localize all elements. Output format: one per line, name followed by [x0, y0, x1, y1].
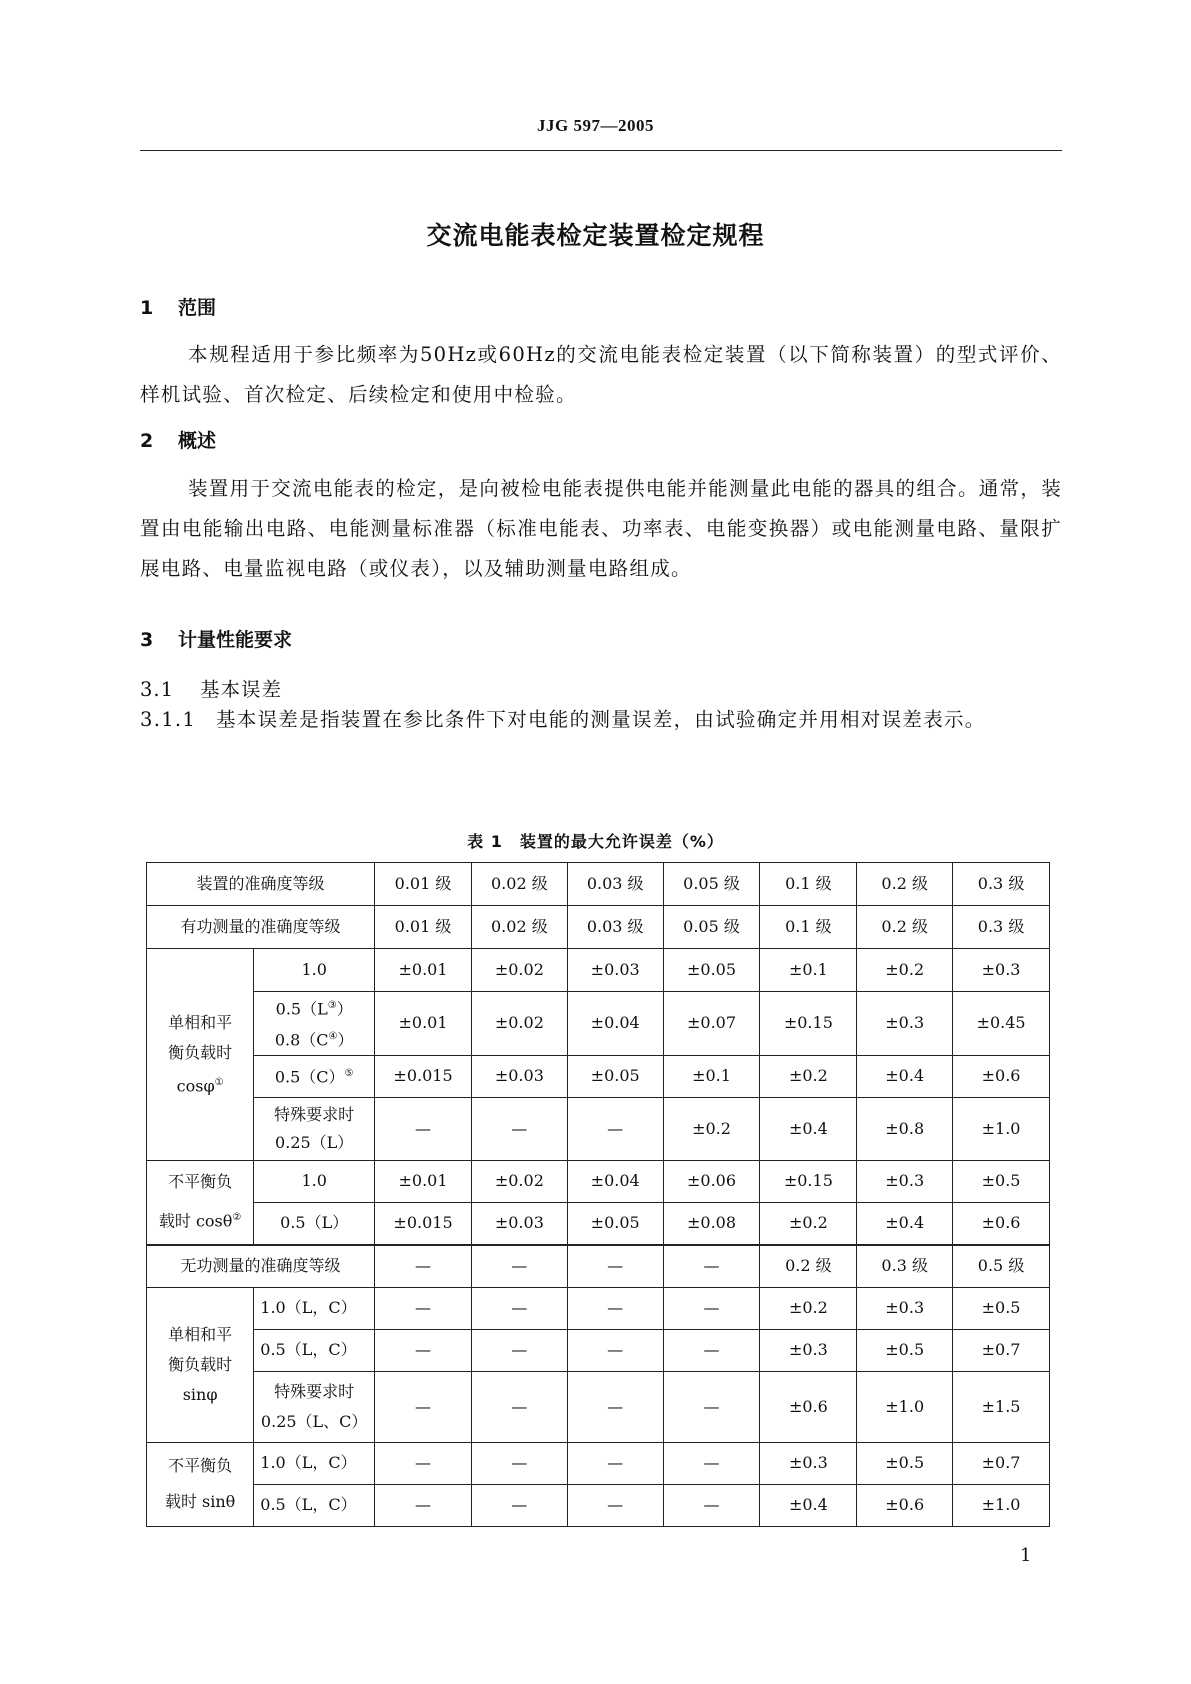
table-cell: ±0.3: [953, 949, 1050, 992]
max-permissible-error-table: [146, 862, 1050, 1527]
table-row: [147, 1055, 1050, 1097]
table-row: [147, 1329, 1050, 1371]
table-header-cell: 0.3 级: [953, 863, 1050, 906]
table-cell: ±0.03: [471, 1202, 567, 1245]
table-cell: —: [471, 1245, 567, 1288]
table-cell: 0.2 级: [857, 906, 953, 949]
table-cell: —: [567, 1442, 663, 1484]
table-cell: ±0.5: [953, 1287, 1050, 1329]
table-cell: ±0.2: [663, 1097, 760, 1160]
table-cell: —: [471, 1287, 567, 1329]
table-cell: 0.03 级: [567, 906, 663, 949]
table-cell: ±0.5: [857, 1329, 953, 1371]
table-cell: ±0.08: [663, 1202, 760, 1245]
table-row: [147, 863, 1050, 906]
table-cell: 0.3 级: [953, 906, 1050, 949]
table-cell: ±0.3: [857, 992, 953, 1056]
table-cell: 0.5 级: [953, 1245, 1050, 1288]
power-factor-cell: 特殊要求时 0.25（L、C）: [254, 1371, 375, 1442]
table-cell: —: [567, 1245, 663, 1288]
table-cell: ±0.15: [760, 992, 857, 1056]
table-cell: —: [375, 1245, 472, 1288]
table-header-cell: 0.2 级: [857, 863, 953, 906]
table-cell: —: [663, 1329, 760, 1371]
power-factor-cell: 1.0（L，C）: [254, 1287, 375, 1329]
table-cell: ±1.5: [953, 1371, 1050, 1442]
section-title: 范围: [178, 297, 217, 319]
table-cell: —: [471, 1484, 567, 1526]
table-header-cell: 0.05 级: [663, 863, 760, 906]
table-header-cell: 有功测量的准确度等级: [147, 906, 375, 949]
table-cell: ±1.0: [953, 1097, 1050, 1160]
power-factor-cell: 特殊要求时 0.25（L）: [254, 1097, 375, 1160]
table-cell: 0.1 级: [760, 906, 857, 949]
overview-paragraph: 装置用于交流电能表的检定，是向被检电能表提供电能并能测量此电能的器具的组合。通常，装置由电能输出电路、电能测量标准器（标准电能表、功率表、电能变换器）或电能测量电路、量限扩展电路、电量监视电路（或仪表），以及辅助测量电路组成。: [140, 477, 1062, 580]
section-number: 3: [140, 629, 154, 651]
table-cell: —: [375, 1287, 472, 1329]
group-label-sinphi: 单相和平 衡负载时 sinφ: [147, 1287, 254, 1442]
table-cell: ±0.7: [953, 1442, 1050, 1484]
table-caption: 表 1 装置的最大允许误差（%）: [467, 832, 724, 851]
header-rule: [140, 150, 1062, 151]
table-cell: ±0.07: [663, 992, 760, 1056]
table-cell: 0.02 级: [471, 906, 567, 949]
table-cell: —: [567, 1329, 663, 1371]
table-header-cell: 0.03 级: [567, 863, 663, 906]
table-cell: —: [471, 1097, 567, 1160]
table-row: [147, 1202, 1050, 1245]
table-cell: ±0.02: [471, 1160, 567, 1202]
table-header-cell: 0.1 级: [760, 863, 857, 906]
table-cell: ±0.05: [567, 1055, 663, 1097]
table-header-cell: 0.01 级: [375, 863, 472, 906]
table-header-cell: 无功测量的准确度等级: [147, 1245, 375, 1288]
table-cell: —: [663, 1371, 760, 1442]
table-cell: ±0.45: [953, 992, 1050, 1056]
table-cell: —: [663, 1245, 760, 1288]
table-cell: ±0.04: [567, 992, 663, 1056]
subsection-number: 3.1: [140, 678, 175, 701]
power-factor-cell: 0.5（C）⑤: [254, 1055, 375, 1097]
table-cell: —: [375, 1329, 472, 1371]
table-cell: 0.2 级: [760, 1245, 857, 1288]
table-row: [147, 906, 1050, 949]
table-row: [147, 1160, 1050, 1202]
table-cell: ±0.015: [375, 1055, 472, 1097]
scope-paragraph: 本规程适用于参比频率为50Hz或60Hz的交流电能表检定装置（以下简称装置）的型式评价、样机试验、首次检定、后续检定和使用中检验。: [140, 343, 1062, 406]
power-factor-cell: 1.0（L，C）: [254, 1442, 375, 1484]
table-header-cell: 装置的准确度等级: [147, 863, 375, 906]
table-row: [147, 1371, 1050, 1442]
page-title: 交流电能表检定装置检定规程: [426, 221, 765, 250]
power-factor-cell: 0.5（L，C）: [254, 1329, 375, 1371]
table-cell: ±0.6: [953, 1202, 1050, 1245]
group-label-costheta: 不平衡负 载时 cosθ②: [147, 1160, 254, 1245]
table-cell: ±0.2: [760, 1055, 857, 1097]
table-row: [147, 1442, 1050, 1484]
table-row: [147, 949, 1050, 992]
power-factor-cell: 0.5（L）: [254, 1202, 375, 1245]
table-cell: —: [471, 1371, 567, 1442]
table-cell: ±1.0: [857, 1371, 953, 1442]
table-cell: ±0.4: [857, 1055, 953, 1097]
subsection-title: 基本误差: [200, 678, 283, 701]
table-cell: ±0.1: [760, 949, 857, 992]
table-cell: —: [567, 1484, 663, 1526]
table-row: [147, 1287, 1050, 1329]
table-cell: ±0.5: [857, 1442, 953, 1484]
table-cell: —: [663, 1287, 760, 1329]
table-cell: —: [663, 1484, 760, 1526]
table-cell: 0.01 级: [375, 906, 472, 949]
group-label-sintheta: 不平衡负 载时 sinθ: [147, 1442, 254, 1526]
subsection-text: 基本误差是指装置在参比条件下对电能的测量误差，由试验确定并用相对误差表示。: [216, 708, 986, 731]
table-cell: ±0.3: [760, 1329, 857, 1371]
table-cell: ±0.06: [663, 1160, 760, 1202]
table-cell: —: [567, 1287, 663, 1329]
table-cell: ±0.1: [663, 1055, 760, 1097]
table-cell: ±0.03: [471, 1055, 567, 1097]
table-cell: —: [567, 1097, 663, 1160]
table-cell: ±0.7: [953, 1329, 1050, 1371]
table-cell: —: [663, 1442, 760, 1484]
table-cell: ±0.4: [857, 1202, 953, 1245]
table-cell: —: [471, 1329, 567, 1371]
section-title: 计量性能要求: [178, 629, 293, 651]
table-cell: ±0.3: [857, 1287, 953, 1329]
table-cell: ±0.15: [760, 1160, 857, 1202]
table-cell: ±0.6: [760, 1371, 857, 1442]
power-factor-cell: 0.5（L，C）: [254, 1484, 375, 1526]
table-cell: ±0.01: [375, 1160, 472, 1202]
section-1-heading: [140, 293, 216, 320]
table-cell: ±0.2: [760, 1202, 857, 1245]
table-cell: —: [375, 1097, 472, 1160]
table-cell: ±0.4: [760, 1484, 857, 1526]
table-row: [147, 1484, 1050, 1526]
table-cell: ±0.015: [375, 1202, 472, 1245]
table-cell: —: [375, 1484, 472, 1526]
table-cell: ±0.01: [375, 992, 472, 1056]
table-cell: ±0.2: [857, 949, 953, 992]
group-label-cosphi: 单相和平 衡负载时 cosφ①: [147, 949, 254, 1161]
table-cell: ±0.5: [953, 1160, 1050, 1202]
table-header-cell: 0.02 级: [471, 863, 567, 906]
table-cell: ±0.2: [760, 1287, 857, 1329]
subsection-number: 3.1.1: [140, 708, 197, 731]
subsection-3-1-1: [140, 700, 1062, 740]
table-cell: 0.05 级: [663, 906, 760, 949]
table-cell: ±0.02: [471, 949, 567, 992]
table-cell: ±0.01: [375, 949, 472, 992]
table-cell: ±0.03: [567, 949, 663, 992]
table-row: [147, 992, 1050, 1056]
power-factor-cell: 0.5（L③） 0.8（C④）: [254, 992, 375, 1056]
subsection-3-1: [140, 674, 282, 702]
section-number: 2: [140, 430, 154, 452]
power-factor-cell: 1.0: [254, 949, 375, 992]
table-cell: ±0.04: [567, 1160, 663, 1202]
table-cell: ±0.05: [567, 1202, 663, 1245]
section-number: 1: [140, 297, 154, 319]
table-cell: —: [567, 1371, 663, 1442]
table-cell: ±0.05: [663, 949, 760, 992]
table-cell: ±0.6: [857, 1484, 953, 1526]
document-code-header: JJG 597—2005: [537, 116, 654, 135]
table-cell: —: [375, 1442, 472, 1484]
table-row: [147, 1245, 1050, 1288]
table-cell: ±0.4: [760, 1097, 857, 1160]
power-factor-cell: 1.0: [254, 1160, 375, 1202]
table-cell: 0.3 级: [857, 1245, 953, 1288]
table-cell: —: [375, 1371, 472, 1442]
table-cell: ±0.6: [953, 1055, 1050, 1097]
table-cell: ±0.02: [471, 992, 567, 1056]
table-cell: —: [471, 1442, 567, 1484]
section-2-heading: [140, 426, 216, 453]
table-cell: ±0.8: [857, 1097, 953, 1160]
table-row: [147, 1097, 1050, 1160]
section-title: 概述: [178, 430, 217, 452]
section-3-heading: [140, 625, 292, 652]
page-number: 1: [1020, 1545, 1032, 1566]
table-cell: ±0.3: [857, 1160, 953, 1202]
table-cell: ±0.3: [760, 1442, 857, 1484]
table-cell: ±1.0: [953, 1484, 1050, 1526]
